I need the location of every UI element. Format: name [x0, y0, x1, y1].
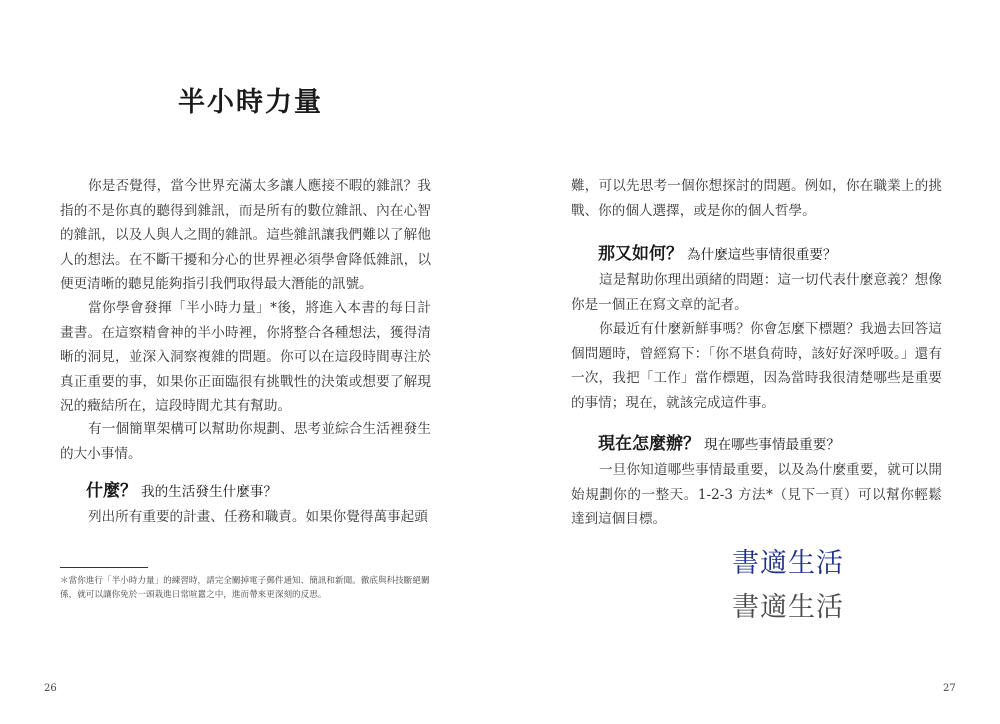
chapter-title: 半小時力量	[178, 87, 323, 118]
section-heading-so-what-title: 那又如何？	[598, 244, 683, 264]
watermark-logo-text-gray: 書適生活	[732, 592, 844, 623]
footnote: ＊當你進行「半小時力量」的練習時，請完全關掉電子郵件通知、簡訊和新聞。徹底與科技斷絕關係，就可以讓你免於一頭栽進日常喧囂之中，進而帶來更深刻的反思。	[60, 576, 430, 600]
section-heading-what-subtitle: 我的生活發生什麼事？	[141, 484, 277, 500]
paragraph-2: 當你學會發揮「半小時力量」*後，將進入本書的每日計畫書。在這察精會神的半小時裡，你將整合各種想法，獲得清晰的洞見，並深入洞察複雜的問題。你可以在這段時間專注於真正重要的事，如果你正面臨很有挑戰性的決策或想要了解現況的癥結所在，這段時間尤其有幫助。	[60, 300, 431, 414]
section-heading-so-what-subtitle: 為什麼這些事情很重要？	[687, 247, 837, 263]
section-heading-now-what-title: 現在怎麼辦？	[598, 434, 700, 454]
page-number-right: 27	[943, 683, 956, 694]
watermark-logo-text-blue: 書適生活	[732, 548, 844, 579]
so-what-paragraph-2: 你最近有什麼新鮮事嗎？你會怎麼下標題？我過去回答這個問題時，曾經寫下：「你不堪負荷時，該好好深呼吸。」還有一次，我把「工作」當作標題，因為當時我很清楚哪些是重要的事情；現在，就該完成這件事。	[571, 321, 942, 411]
paragraph-3: 有一個簡單架構可以幫助你規劃、思考並綜合生活裡發生的大小事情。	[60, 421, 431, 462]
section-heading-what-title: 什麼？	[86, 481, 137, 501]
paragraph-1: 你是否覺得，當今世界充滿太多讓人應接不暇的雜訊？我指的不是你真的聽得到雜訊，而是所有的數位雜訊、內在心智的雜訊，以及人與人之間的雜訊。這些雜訊讓我們難以了解他人的想法。在不斷干擾和分心的世界裡必須學會降低雜訊，以便更清晰的聽見能夠指引我們取得最大潛能的訊號。	[60, 178, 431, 292]
section-heading-what	[86, 478, 431, 505]
section-what-body: 列出所有重要的計畫、任務和職責。如果你覺得萬事起頭	[88, 509, 428, 525]
now-what-body: 一旦你知道哪些事情最重要，以及為什麼重要，就可以開始規劃你的一整天。1-2-3 方法*（見下一頁）可以幫你輕鬆達到這個目標。	[571, 462, 942, 527]
section-heading-now-what	[598, 431, 943, 458]
continuation-paragraph: 難，可以先思考一個你想探討的問題。例如，你在職業上的挑戰、你的個人選擇，或是你的個人哲學。	[571, 178, 942, 219]
section-heading-so-what	[598, 241, 943, 268]
footnote-divider	[60, 567, 148, 568]
page-number-left: 26	[44, 683, 57, 694]
section-heading-now-what-subtitle: 現在哪些事情最重要？	[704, 437, 840, 453]
so-what-paragraph-1: 這是幫助你理出頭緒的問題：這一切代表什麼意義？想像你是一個正在寫文章的記者。	[571, 272, 942, 313]
